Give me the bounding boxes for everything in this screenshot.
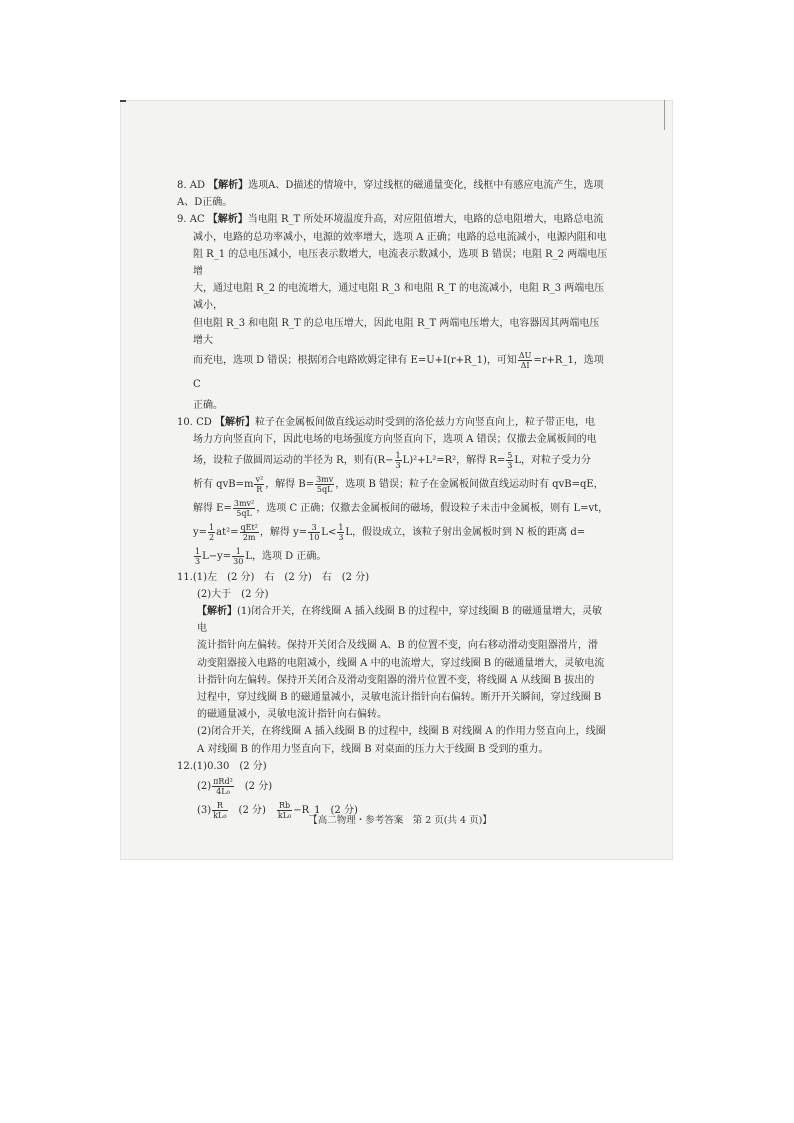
answer-9-line: 当电阻 R_T 所处环境温度升高，对应阻值增大，电路的总电阻增大，电路总电流 [247, 214, 604, 226]
formula-text: (2 分) [234, 781, 273, 793]
numerator: 1 [338, 522, 344, 532]
answer-11 [177, 569, 609, 758]
answer-11-line: (1)闭合开关，在将线圈 A 插入线圈 B 的过程中，穿过线圈 B 的磁通量增大，灵敏电 [197, 606, 603, 635]
formula-text: (2) [197, 781, 212, 793]
fraction [315, 475, 334, 494]
analysis-tag: 【解析】 [208, 180, 249, 191]
formula-text: (3) [197, 805, 212, 817]
numerator: ΔU [518, 351, 532, 361]
denominator: R [256, 484, 263, 494]
answer-9-line: 正确。 [193, 400, 223, 412]
fraction [395, 451, 402, 470]
numerator: 3 [308, 523, 320, 533]
formula-text: =r+R_1，选项 C [193, 355, 604, 391]
fraction [194, 547, 201, 566]
answer-10-number: 10. CD [177, 417, 212, 429]
formula-text: ，解得 B= [265, 478, 315, 490]
numerator: v² [255, 474, 264, 484]
formula-text: −R_1 (2 分) [293, 805, 358, 817]
numerator: 5 [507, 450, 513, 460]
numerator: qEt² [240, 522, 258, 532]
answer-10-line: 场力方向竖直向下，因此电场的电场强度方向竖直向下，选项 A 错误；仅撤去金属板间的电 [193, 434, 597, 446]
answer-9-line: 减小，电路的总功率减小，电源的效率增大，选项 A 正确；电路的总电流减小，电源内阻和电 [193, 231, 607, 243]
answer-11-number: 11. [177, 571, 193, 583]
formula-text: L)²+L²=R²，解得 R= [402, 454, 506, 466]
fraction [240, 523, 259, 542]
fraction [308, 523, 320, 542]
fraction [337, 523, 344, 542]
answer-11-line: 计指针向左偏转。保持开关闭合及滑动变阻器的滑片位置不变，将线圈 A 从线圈 B 拔出的 [197, 674, 595, 686]
formula-text: ，选项 C 正确；仅撤去金属板间的磁场，假设粒子未击中金属板，则有 L=vt， [256, 502, 609, 514]
answer-8 [177, 177, 609, 211]
formula-text: 解得 E= [193, 502, 232, 514]
answer-11-line: 动变阻器接入电路的电阻减小，线圈 A 中的电流增大，穿过线圈 B 的磁通量增大，灵敏电流 [197, 657, 605, 669]
fraction [232, 547, 244, 566]
answer-9 [177, 211, 609, 414]
fraction [212, 777, 234, 796]
answer-10-line [177, 545, 609, 569]
answer-content [177, 177, 609, 823]
answer-9-line: 阻 R_1 的总电压减小，电压表示数增大，电流表示数减小，选项 B 错误；电阻 R_2 两端电压增 [193, 248, 608, 278]
numerator: 1 [209, 522, 215, 532]
formula-text: ，选项 B 错误；粒子在金属板间做直线运动时有 qvB=qE， [335, 478, 604, 490]
denominator: 30 [233, 556, 244, 566]
answer-11-line: (2)闭合开关，在将线圈 A 插入线圈 B 的过程中，线圈 B 对线圈 A 的作用力竖直向上，线圈 [197, 726, 606, 738]
answer-11-line: 的磁通量减小，灵敏电流计指针向右偏转。 [197, 709, 387, 721]
answer-11-part1: (1)左 (2 分) 右 (2 分) 右 (2 分) [192, 571, 370, 583]
formula-text: L< [321, 526, 337, 538]
answer-12-number: 12. [177, 760, 193, 772]
fraction [277, 801, 292, 820]
answer-12-part1: (1)0.30 (2 分) [192, 760, 267, 772]
answer-12-part2 [177, 775, 609, 799]
scan-edge-mark [661, 100, 665, 130]
answer-10-line [177, 497, 609, 521]
denominator: ΔI [520, 361, 530, 371]
formula-text: 析有 qvB=m [193, 478, 254, 490]
denominator: kL₀ [277, 811, 292, 821]
fraction [518, 351, 533, 370]
denominator: kL₀ [213, 811, 227, 821]
answer-11-line: 过程中，穿过线圈 B 的磁通量减小，灵敏电流计指针向右偏转。断开开关瞬间，穿过线圈 B [197, 692, 602, 704]
answer-10-line [177, 473, 609, 497]
scan-corner-mark [120, 100, 126, 108]
numerator: Rb [277, 801, 292, 811]
numerator: 1 [232, 547, 244, 557]
analysis-tag: 【解析】 [214, 417, 255, 429]
denominator: 2m [242, 532, 256, 542]
numerator: πRd² [213, 777, 233, 787]
answer-9-line [177, 349, 609, 397]
denominator: 3 [195, 556, 201, 566]
denominator: 3 [338, 532, 344, 542]
fraction [506, 451, 513, 470]
analysis-tag: 【解析】 [197, 606, 237, 618]
formula-text: L，对粒子受力分 [514, 454, 591, 466]
numerator: 1 [395, 450, 401, 460]
analysis-tag: 【解析】 [207, 214, 248, 226]
numerator: 1 [195, 546, 201, 556]
answer-9-line: 大，通过电阻 R_2 的电流增大，通过电阻 R_3 和电阻 R_T 的电流减小，电阻 R_3 两端电压减小， [193, 283, 605, 312]
numerator: R [212, 801, 227, 811]
denominator: 5qL [236, 508, 252, 518]
answer-11-line: 流计指针向左偏转。保持开关闭合及线圈 A、B 的位置不变，向右移动滑动变阻器滑片，滑 [197, 640, 598, 652]
formula-text: 场，设粒子做圆周运动的半径为 R，则有(R− [193, 454, 394, 466]
formula-text: ，解得 y= [259, 526, 308, 538]
answer-8-text: 选项A、D描述的情境中，穿过线框的磁通量变化，线框中有感应电流产生，选项A、D正确。 [177, 180, 604, 209]
denominator: 10 [309, 532, 320, 542]
answer-8-number: 8. AD [177, 180, 205, 191]
formula-text: y= [193, 526, 208, 538]
answer-11-line: A 对线圈 B 的作用力竖直向下，线圈 B 对桌面的压力大于线圈 B 受到的重力。 [197, 743, 549, 755]
answer-9-line: 但电阻 R_3 和电阻 R_T 的总电压增大，因此电阻 R_T 两端电压增大，电容器因其两端电压增大 [193, 317, 600, 346]
numerator: 3mv [316, 474, 334, 484]
fraction [254, 475, 264, 494]
numerator: 3mv² [233, 498, 255, 508]
formula-text: L，选项 D 正确。 [245, 550, 327, 562]
formula-text: L，假设成立，该粒子射出金属板时到 N 板的距离 d= [345, 526, 586, 538]
answer-11-part2: (2)大于 (2 分) [197, 588, 269, 600]
answer-10-line: 粒子在金属板间做直线运动时受到的洛伦兹力方向竖直向上，粒子带正电，电 [254, 417, 595, 429]
page-footer: 【高二物理・参考答案 第 2 页(共 4 页)】 [308, 815, 492, 826]
denominator: 3 [395, 460, 401, 470]
denominator: 4L₀ [216, 787, 230, 797]
answer-10 [177, 414, 609, 568]
denominator: 3 [507, 460, 513, 470]
answer-10-line [177, 521, 609, 545]
formula-text: (2 分) [228, 805, 276, 817]
fraction [208, 523, 215, 542]
answer-9-number: 9. AC [177, 214, 205, 226]
answer-10-line [177, 449, 609, 473]
fraction [212, 801, 227, 820]
formula-text: L−y= [202, 550, 232, 562]
formula-text: at²= [216, 526, 239, 538]
fraction [233, 499, 255, 518]
formula-text: 而充电，选项 D 错误；根据闭合电路欧姆定律有 E=U+I(r+R_1)，可知 [193, 355, 517, 367]
denominator: 5qL [316, 484, 333, 494]
denominator: 2 [209, 532, 215, 542]
